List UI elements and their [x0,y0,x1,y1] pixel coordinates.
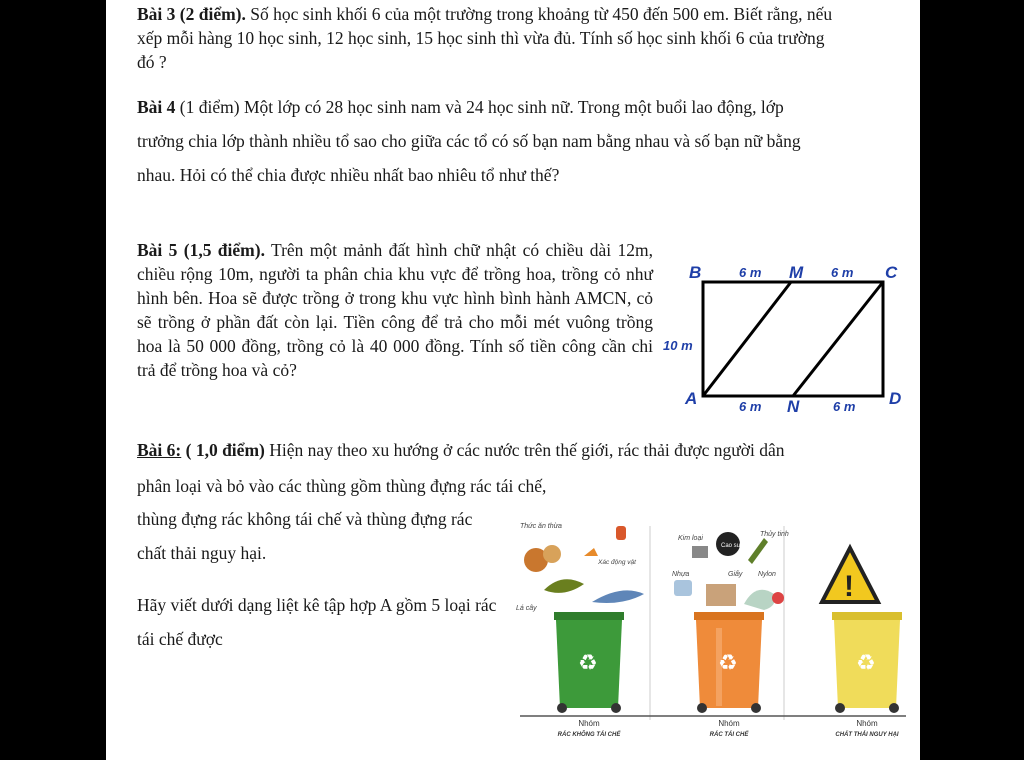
glass-bottle-icon [748,538,768,564]
metal-label: Kim loại [678,535,703,542]
nylon-label: Nylon [758,571,776,578]
rectangle-diagram [661,258,920,418]
bin-wheel-icon [611,703,621,713]
vertex-c-label: C [885,263,898,282]
food-label: Thức ăn thừa [520,523,562,530]
group-2-word: Nhóm [718,719,740,728]
vertex-d-label: D [889,389,902,408]
bin-wheel-icon [557,703,567,713]
problem-4-label: Bài 4 [137,97,176,117]
paper-box-icon [706,584,736,606]
group-3-name: CHẤT THẢI NGUY HẠI [835,732,899,738]
animal-label: Xác động vật [598,559,636,566]
group-1-name: RÁC KHÔNG TÁI CHẾ [557,732,621,738]
hazard-exclamation-icon: ! [844,570,854,603]
rubber-label: Cao su [721,543,741,549]
problem-5-label: Bài 5 (1,5 điểm). [137,240,265,260]
problem-6-text: Hiện nay theo xu hướng ở các nước trên thế giới, rác thải được người dân phân loại và bỏ vào các thùng gồm thùng đựng rác tái chế, [137,440,785,496]
paper-label: Giấy [728,571,743,578]
nylon-bag-icon [744,590,775,610]
group-3-word: Nhóm [856,719,878,728]
top-left-length: 6 m [739,265,762,280]
problem-3-label: Bài 3 (2 điểm). [137,4,246,24]
group-1-word: Nhóm [578,719,600,728]
recycle-icon: ♻ [578,650,598,675]
yellow-bin-lid [832,612,902,620]
recycle-icon: ♻ [856,650,876,675]
problem-3 [137,2,837,74]
problem-4 [137,90,817,192]
bottom-right-length: 6 m [833,399,856,414]
fish-icon [592,590,644,603]
bin-wheel-icon [697,703,707,713]
problem-6-label: Bài 6: [137,440,182,460]
problem-5-text: Trên một mảnh đất hình chữ nhật có chiều dài 12m, chiều rộng 10m, người ta phân chia khu vực để trồng hoa, trồng cỏ như hình bên. Hoa sẽ được trồng ở trong khu vực hình bình hành AMCN, cỏ sẽ trồng ở phần đất còn lại. Tiền công để trả cho mỗi mét vuông trồng hoa là 50 000 đồng, trồng cỏ là 40 000 đồng. Tính số tiền công cần chi trả để trồng hoa và cỏ? [137,240,653,380]
green-bin-lid [554,612,624,620]
height-length: 10 m [663,338,693,353]
recycle-icon: ♻ [718,650,738,675]
metal-can-icon [692,546,708,558]
problem-6-text-2: thùng đựng rác không tái chế và thùng đựng rác chất thải nguy hại. [137,509,473,563]
food-scraps-icon [543,545,561,563]
vertex-n-label: N [787,397,800,416]
problem-6 [137,432,817,504]
segment-nc [793,282,883,396]
orange-bin-lid [694,612,764,620]
leaf-icon [544,579,584,593]
carrot-icon [584,548,598,556]
leaf-label: Lá cây [516,605,537,612]
group-2-name: RÁC TÁI CHẾ [709,732,749,738]
top-right-length: 6 m [831,265,854,280]
problem-6-text-3: Hãy viết dưới dạng liệt kê tập hợp A gồm 5 loại rác tái chế được [137,595,497,649]
bottom-left-length: 6 m [739,399,762,414]
apple-core-icon [616,526,626,540]
segment-am [703,282,791,396]
vertex-a-label: A [685,389,698,408]
nylon-bag-icon [772,592,784,604]
waste-bins-illustration [514,520,914,745]
bin-wheel-icon [889,703,899,713]
problem-4-text: (1 điểm) Một lớp có 28 học sinh nam và 24 học sinh nữ. Trong một buổi lao động, lớp trưởng chia lớp thành nhiều tổ sao cho giữa các tổ có số bạn nam bằng nhau và số bạn nữ bằng nhau. Hỏi có thể chia được nhiều nhất bao nhiêu tổ như thế? [137,97,801,185]
plastic-label: Nhựa [672,571,690,578]
glass-label: Thủy tinh [760,531,789,538]
bin-wheel-icon [835,703,845,713]
vertex-m-label: M [789,263,804,282]
problem-6-points: ( 1,0 điểm) [181,440,265,460]
problem-5 [137,238,653,382]
rectangle-abcd [703,282,883,396]
plastic-bottle-icon [674,580,692,596]
document-page [106,0,920,760]
bin-wheel-icon [751,703,761,713]
problem-3-text: Số học sinh khối 6 của một trường trong khoảng từ 450 đến 500 em. Biết rằng, nếu xếp mỗi hàng 10 học sinh, 12 học sinh, 15 học sinh thì vừa đủ. Tính số học sinh khối 6 của trường đó ? [137,4,833,72]
vertex-b-label: B [689,263,702,282]
